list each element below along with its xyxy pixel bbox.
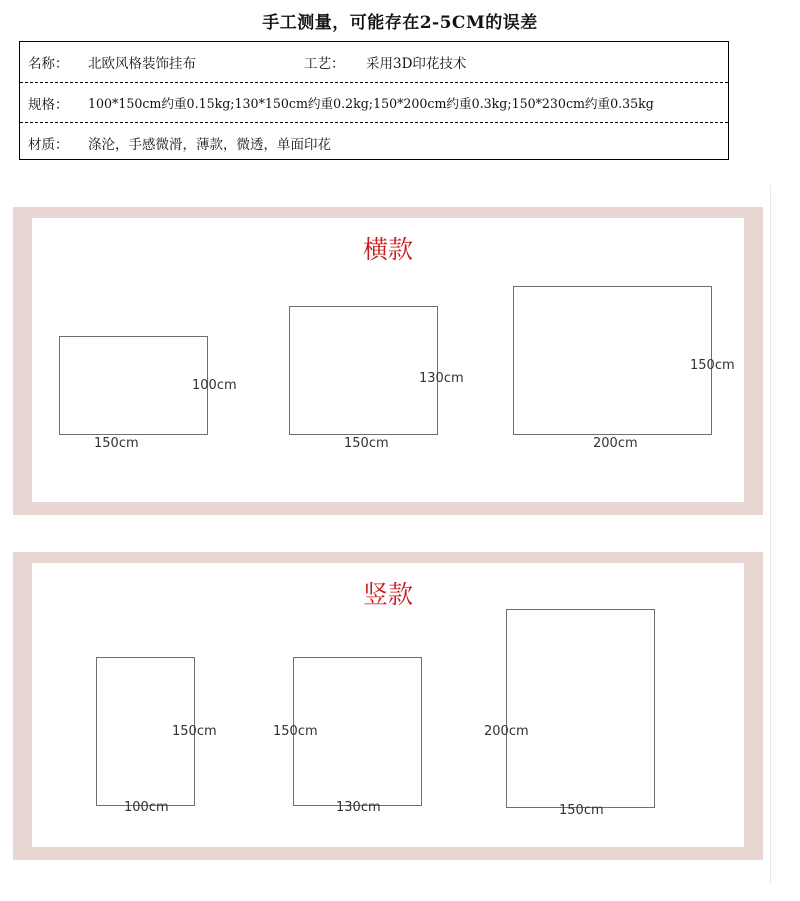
name-value: 北欧风格装饰挂布 [88,55,196,72]
spec-row-material [20,122,728,162]
vertical-title: 竖款 [362,580,413,609]
vertical-width-label-2: 130cm [336,800,381,815]
horizontal-rect-2 [289,306,438,435]
horizontal-rect-3 [513,286,712,435]
vertical-panel-inner [32,563,744,847]
horizontal-panel [13,207,763,515]
vertical-width-label-3: 150cm [559,803,604,818]
size-label: 规格： [28,96,69,113]
horizontal-width-label-3: 200cm [593,436,638,451]
vertical-height-label-3: 200cm [484,724,529,739]
spec-row-name [20,42,728,81]
name-label: 名称： [28,55,69,72]
horizontal-width-label-2: 150cm [344,436,389,451]
horizontal-width-label-1: 150cm [94,436,139,451]
horizontal-rect-1 [59,336,208,435]
material-label: 材质： [28,136,69,153]
vertical-height-label-2: 150cm [273,724,318,739]
vertical-panel [13,552,763,860]
page-title: 手工测量，可能存在2-5CM的误差 [262,13,538,33]
horizontal-height-label-1: 100cm [192,378,237,393]
size-value: 100*150cm约重0.15kg;130*150cm约重0.2kg;150*200cm约重0.3kg;150*230cm约重0.35kg [88,96,654,111]
spec-table [19,41,729,160]
material-value: 涤沦，手感微滑，薄款，微透，单面印花 [88,136,331,153]
divider [770,185,771,883]
vertical-height-label-1: 150cm [172,724,217,739]
spec-row-size [20,82,728,122]
vertical-rect-3 [506,609,655,808]
vertical-width-label-1: 100cm [124,800,169,815]
horizontal-height-label-2: 130cm [419,371,464,386]
horizontal-title: 横款 [362,235,413,264]
horizontal-panel-inner [32,218,744,502]
craft-value: 采用3D印花技术 [366,55,467,72]
craft-label: 工艺： [304,55,345,72]
horizontal-height-label-3: 150cm [690,358,735,373]
